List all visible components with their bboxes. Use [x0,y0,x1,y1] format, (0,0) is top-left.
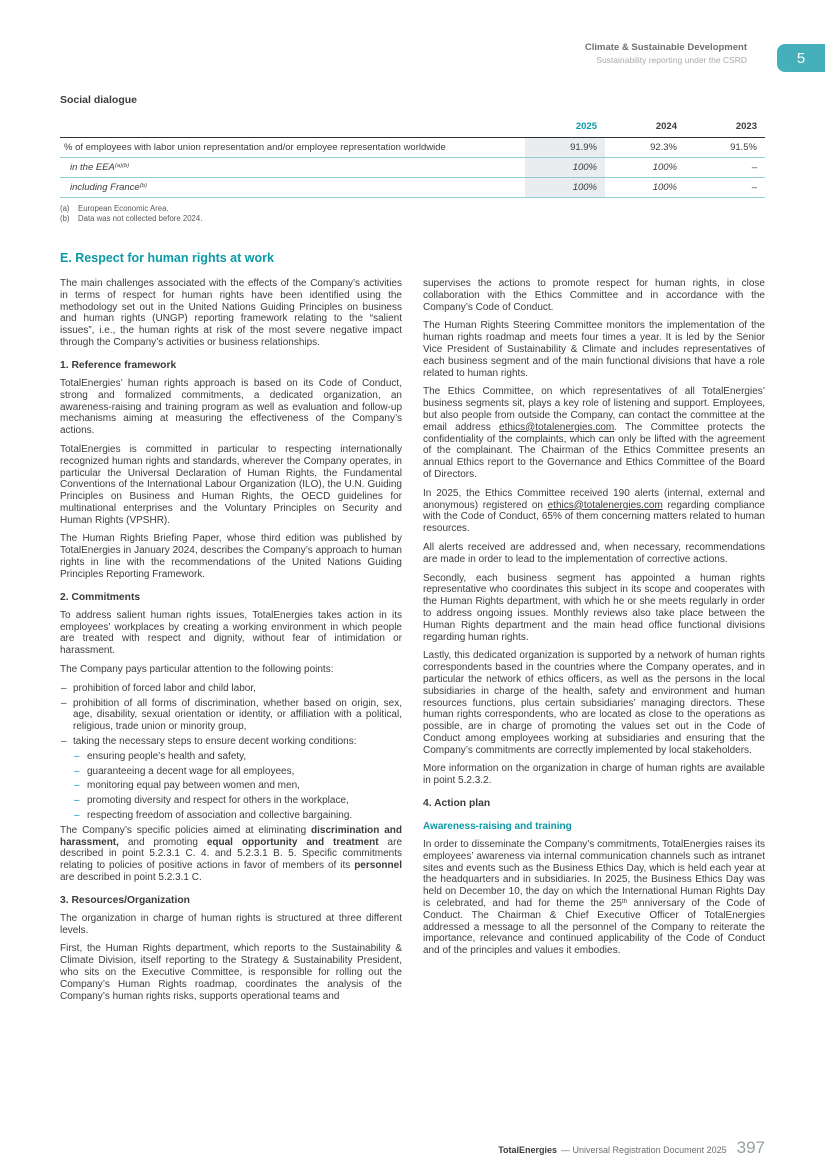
numbered-heading: 3. Resources/Organization [60,894,190,906]
value-cell: 100% [525,158,605,178]
bullet-dash-icon: – [74,765,80,777]
table-footnotes [60,204,765,223]
value-cell: 91.5% [730,142,757,153]
footnote [60,214,765,223]
email-link[interactable]: ethics@totalenergies.com [547,499,663,511]
footnote-text: Data was not collected before 2024. [78,214,203,223]
table-header-row [60,118,765,138]
left-column [60,278,402,1009]
paragraph: In order to disseminate the Company’s commitments, TotalEnergies raises its employees’ awareness via internal communication channels such as intranet sites and events such as the Business Ethics Day, which is held each year at the headquarters and in subsidiaries. In 2025, the Business Ethics Day was held on December 10, the day on which the International Human Rights Day is celebrated, and had for theme the 25th anniversary of the Code of Conduct. The Chairman & Chief Executive Officer of TotalEnergies addressed a message to all the personnel of the Company to reiterate the importance, relevance and continued applicability of the Code of Conduct and of the principles and values it embodies. [423,839,765,957]
bullet-dash-icon: – [74,780,80,792]
paragraph: The main challenges associated with the effects of the Company’s activities in terms of respect for human rights have been identified using the methodology set out in the United Nations Guiding Principles on business and human rights (UNGP) reporting framework relating to the “salient issues”, i.e., the human rights at risk of the most severe negative impact through the Company’s activities or business relationships. [60,278,402,348]
bullet-dash-icon: – [74,795,80,807]
paragraph: The Company’s specific policies aimed at eliminating discrimination and harassment, and promoting equal opportunity and treatment are described in point 5.2.3.1 C. 4. and 5.2.3.1 B. 5. Specific commitments relating to policies of positive actions in favor of members of its personnel are described in point 5.2.3.1 C. [60,824,402,883]
value-cell: – [751,182,757,193]
sub-heading: Awareness-raising and training [423,821,572,833]
two-column-text [60,278,765,1009]
numbered-heading: 2. Commitments [60,591,141,603]
section-title: E. Respect for human rights at work [60,251,274,265]
table-row [60,178,765,198]
paragraph: Lastly, this dedicated organization is supported by a network of human rights correspondents based in the countries where the Company operates, and in particular the network of ethics officers, as well as the persons in the local subsidiaries in charge of the health, safety and environment and human resources functions, plus certain subsidiaries’ managing directors. These human rights correspondents, who are located as close to the operations as possible, are in charge of promoting the values set out in the Code of Conduct among employees working at subsidiaries and ensuring that the Company’s commitments are correctly implemented by local stakeholders. [423,650,765,756]
bullet-dash-icon: – [74,809,80,821]
page-number: 397 [736,1138,765,1157]
year-column-header: 2025 [575,121,597,132]
footnote [60,204,765,213]
row-label: in the $EEA^{(a)(b)}$ [70,162,130,173]
footer-brand: TotalEnergies [498,1145,558,1155]
value-cell: 92.3% [650,142,677,153]
list-item-text: ensuring people’s health and safety, [87,750,247,762]
email-link[interactable]: ethics@totalenergies.com [499,421,615,433]
list-item-text: guaranteeing a decent wage for all employees, [87,765,295,777]
table-row [60,158,765,178]
paragraph: The Ethics Committee, on which representatives of all TotalEnergies’ business segments sit, plays a key role of listening and support. Employees, but also people from outside the Company, can contact the committee at the email address ethics@totalenergies.com. The Committee protects the confidentiality of the complaints, which can only be lifted with the agreement of the complainant. The Chairman of the Ethics Committee presents an annual Ethics report to the Governance and Ethics Committee of the Board of Directors. [423,386,765,480]
list-item [60,736,402,748]
bullet-dash-icon: – [74,750,80,762]
list-item [60,810,402,822]
chapter-subtitle: Sustainability reporting under the CSRD [596,55,747,65]
row-label: including France$^{(b)}$ [70,182,147,193]
chapter-title: Climate & Sustainable Development [584,42,747,53]
bullet-dash-icon: – [61,735,67,747]
list-item-text: prohibition of forced labor and child labor, [73,682,256,694]
footnote-marker: (b) [60,214,70,223]
footer-doc-title: — Universal Registration Document 2025 [561,1145,727,1155]
list-item-text: taking the necessary steps to ensure decent working conditions: [73,735,357,747]
list-item [60,683,402,695]
paragraph: Secondly, each business segment has appointed a human rights representative who coordinates this subject in its scope and cooperates with the Human Rights department, with which he or she meets regularly in order to address ongoing issues. Monthly reviews also take place between the Human Rights department and the main head office functional divisions regarding human rights. [423,572,765,643]
list-item [60,698,402,733]
paragraph: supervises the actions to promote respect for human rights, in close collaboration with the Ethics Committee and in accordance with the Company’s Code of Conduct. [423,278,765,313]
empty-header-cell [60,118,525,138]
paragraph: All alerts received are addressed and, when necessary, recommendations are made in order to lead to the implementation of corrective actions. [423,541,765,565]
list-item [60,780,402,792]
list-item-text: respecting freedom of association and collective bargaining. [87,809,353,821]
row-label: % of employees with labor union representation and/or employee representation worldwide [64,142,446,153]
paragraph: TotalEnergies’ human rights approach is based on its Code of Conduct, strong and formalized commitments, a dedicated organization, an awareness-raising and training program as well as evaluation and follow-up mechanisms aiming at measuring the effectiveness of the Company’s actions. [60,377,402,437]
numbered-heading: 1. Reference framework [60,359,177,371]
list-item [60,751,402,763]
numbered-heading: 4. Action plan [423,798,491,810]
page-footer [498,1138,765,1158]
paragraph: First, the Human Rights department, which reports to the Sustainability & Climate Division, itself reporting to the Strategy & Sustainability President, who sits on the Executive Committee, is responsible for rolling out the Company’s Human Rights roadmap, coordinates the analysis of the Company’s human rights risks, supports operational teams and [60,943,402,1002]
year-column-header: 2023 [735,121,757,132]
paragraph: The Human Rights Steering Committee monitors the implementation of the human rights roadmap and meets four times a year. It is led by the Senior Vice President of Sustainability & Climate and includes representatives of each business segment and of the main functional divisions that have a role related to human rights. [423,320,765,379]
table-section-title: Social dialogue [60,94,138,106]
year-column-header: 2024 [655,121,677,132]
paragraph: The organization in charge of human rights is structured at three different levels. [60,912,402,936]
paragraph: TotalEnergies is committed in particular to respecting internationally recognized human rights and standards, wherever the Company operates, in particular the Universal Declaration of Human Rights, the Fundamental Conventions of the International Labour Organization (ILO), the U.N. Guiding Principles on Business and Human Rights, the OECD guidelines for multinational enterprises and the Voluntary Principles on Security and Human Rights (VPSHR). [60,443,402,526]
bullet-dash-icon: – [61,682,67,694]
social-dialogue-table-body [60,138,765,198]
footnote-marker: (a) [60,204,70,213]
list-item [60,795,402,807]
right-column [423,278,765,1009]
value-cell: 100% [652,162,677,173]
paragraph: The Human Rights Briefing Paper, whose third edition was published by TotalEnergies in January 2024, describes the Company’s approach to human rights in line with the recommendations of the United Nations Guiding Principles Reporting Framework. [60,533,402,580]
paragraph: To address salient human rights issues, TotalEnergies takes action in its employees’ workplaces by creating a working environment in which people are treated with respect and dignity, without fear of intimidation or harassment. [60,609,402,657]
list-item-text: prohibition of all forms of discrimination, whether based on origin, sex, age, disability, sexual orientation or identity, or affiliation with a political, religious, trade union or minority group, [73,697,402,733]
page-content [60,94,765,1009]
list-item-text: promoting diversity and respect for others in the workplace, [87,795,349,807]
value-cell: 100% [525,178,605,198]
footnote-text: European Economic Area. [78,204,169,213]
bullet-dash-icon: – [61,697,67,709]
paragraph: The Company pays particular attention to the following points: [60,664,334,675]
chapter-number-badge: 5 [777,44,825,72]
social-dialogue-table [60,118,765,198]
value-cell: 91.9% [525,138,605,158]
paragraph: More information on the organization in charge of human rights are available in point 5.2.3.2. [423,763,765,787]
list-item-text: monitoring equal pay between women and men, [87,780,300,792]
paragraph: In 2025, the Ethics Committee received 190 alerts (internal, external and anonymous) registered on ethics@totalenergies.com regarding compliance with the Code of Conduct, 65% of them concerning matters related to human resources. [423,487,765,535]
table-row [60,138,765,158]
value-cell: 100% [652,182,677,193]
list-item [60,766,402,778]
running-header [585,42,747,65]
value-cell: – [751,162,757,173]
